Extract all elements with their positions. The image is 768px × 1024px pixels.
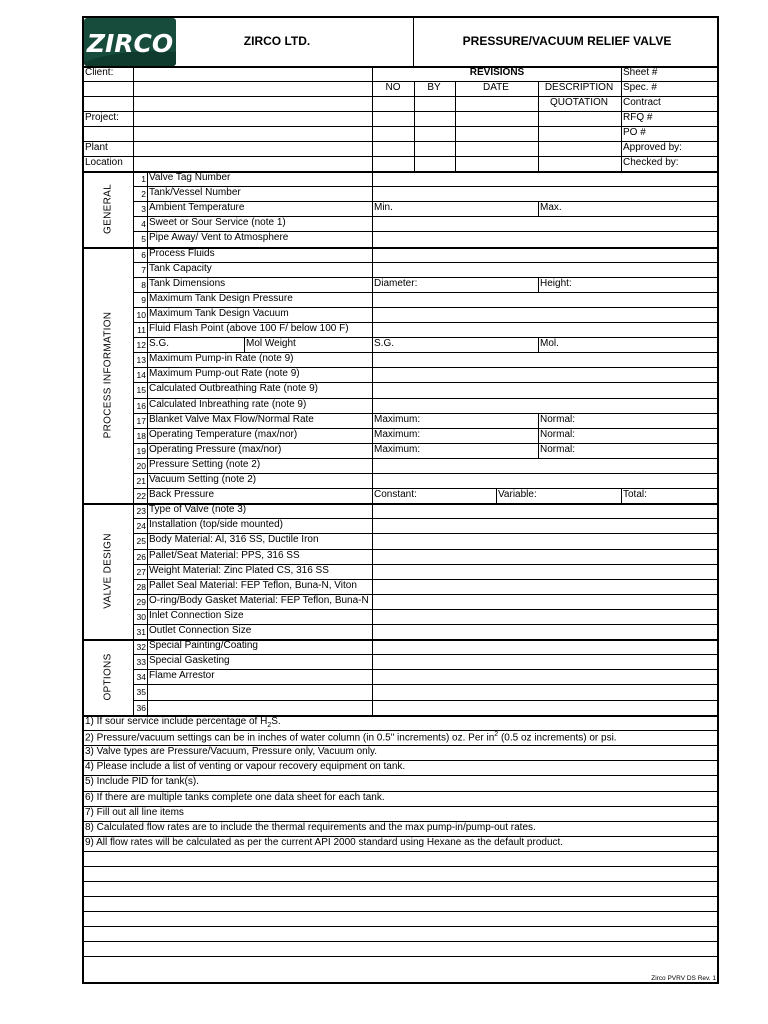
note-text-end: (0.5 oz increments) or psi.: [498, 732, 617, 744]
row-number: 27: [136, 567, 146, 577]
quotation-label: QUOTATION: [550, 97, 608, 108]
row-label: Vacuum Setting (note 2): [149, 474, 257, 485]
note-text: 1) If sour service include percentage of H: [85, 716, 268, 727]
row-label: Pipe Away/ Vent to Atmosphere: [149, 232, 289, 243]
row-number: 12: [136, 340, 146, 350]
value-field-label: Normal:: [540, 414, 576, 425]
row-number: 31: [136, 627, 146, 637]
info-col-line: [621, 66, 622, 171]
row-number: 32: [136, 642, 146, 652]
row-label: Valve Tag Number: [149, 172, 231, 183]
row-label: Sweet or Sour Service (note 1): [149, 217, 286, 228]
row-number: 10: [136, 310, 146, 320]
note-text: 3) Valve types are Pressure/Vacuum, Pressure only, Vacuum only.: [85, 746, 377, 757]
row-number: 19: [136, 446, 146, 456]
field-label-client: Client:: [85, 67, 114, 78]
note-text: 5) Include PID for tank(s).: [85, 776, 199, 787]
row-number: 33: [136, 657, 146, 667]
field-label-project: Project:: [85, 112, 119, 123]
row-label: Inlet Connection Size: [149, 610, 244, 621]
row-number: 34: [136, 672, 146, 682]
row-label: Maximum Tank Design Pressure: [149, 293, 293, 304]
row-label: Special Painting/Coating: [149, 640, 258, 651]
row-label: Tank Dimensions: [149, 278, 226, 289]
field-split-line: [538, 337, 539, 352]
section-label-valve-design: VALVE DESIGN: [102, 533, 114, 609]
note-3: [85, 746, 377, 757]
row-label: Installation (top/side mounted): [149, 519, 283, 530]
blank-line: [83, 926, 718, 927]
row-label: Tank Capacity: [149, 263, 212, 274]
right-field-3: RFQ #: [623, 112, 653, 123]
row-line: [133, 684, 718, 685]
note-6: [85, 792, 385, 803]
revisions-title: REVISIONS: [469, 67, 525, 78]
note-superscript: 2: [494, 731, 499, 738]
row-label: Outlet Connection Size: [149, 625, 252, 636]
row-number: 11: [137, 325, 146, 335]
row-label: Tank/Vessel Number: [149, 187, 241, 198]
row-number: 29: [136, 597, 146, 607]
row-number: 24: [136, 521, 146, 531]
row-number: 16: [136, 401, 146, 411]
section-label-options: OPTIONS: [102, 653, 114, 701]
right-field-1: Spec. #: [623, 82, 657, 93]
value-field-label: Normal:: [540, 444, 576, 455]
document-title: PRESSURE/VACUUM RELIEF VALVE: [462, 34, 672, 48]
note-2: [85, 731, 617, 743]
row-label: Pressure Setting (note 2): [149, 459, 261, 470]
revisions-col-date: DATE: [483, 82, 509, 93]
note-text: 4) Please include a list of venting or vapour recovery equipment on tank.: [85, 761, 406, 772]
row-label: Pallet Seal Material: FEP Teflon, Buna-N, Viton: [149, 580, 357, 591]
row-number: 9: [141, 295, 146, 305]
row-number: 25: [136, 536, 146, 546]
section-label-general: GENERAL: [102, 183, 114, 234]
row-label: Fluid Flash Point (above 100 F/ below 100 F): [149, 323, 349, 334]
note-text: 8) Calculated flow rates are to include the thermal requirements and the max pump-in/pump-out rates.: [85, 822, 536, 833]
row-label: Operating Pressure (max/nor): [149, 444, 282, 455]
field-split-line: [538, 428, 539, 443]
row-label: Flame Arrestor: [149, 670, 215, 681]
field-split-line: [538, 413, 539, 428]
field-split-line: [538, 277, 539, 292]
value-field-label: Height:: [540, 278, 572, 289]
zirco-logo: [84, 18, 176, 66]
revisions-col-no: NO: [385, 82, 401, 93]
info-col-line: [538, 81, 539, 171]
row-number: 3: [141, 204, 146, 214]
blank-line: [83, 881, 718, 882]
value-field-label: Maximum:: [374, 444, 421, 455]
row-number: 8: [141, 280, 146, 290]
row-number: 5: [141, 234, 146, 244]
blank-line: [83, 941, 718, 942]
row-number: 14: [136, 370, 146, 380]
row-number: 22: [136, 491, 146, 501]
footer-revision: Zirco PVRV DS Rev. 1: [651, 975, 716, 982]
right-field-2: Contract: [623, 97, 661, 108]
value-field-label: Min.: [374, 202, 393, 213]
note-subscript: 2: [267, 722, 272, 729]
row-number: 26: [136, 552, 146, 562]
row-label: Pallet/Seat Material: PPS, 316 SS: [149, 550, 300, 561]
note-7: [85, 807, 184, 818]
logo-text: ZIRCO: [86, 29, 174, 58]
row-number: 1: [141, 174, 146, 184]
right-field-0: Sheet #: [623, 67, 658, 78]
row-number: 7: [141, 265, 146, 275]
note-text: 6) If there are multiple tanks complete one data sheet for each tank.: [85, 792, 385, 803]
row-line: [133, 700, 718, 701]
note-4: [85, 761, 405, 772]
note-5: [85, 776, 199, 787]
row-number: 28: [136, 582, 146, 592]
value-field-label: Diameter:: [374, 278, 418, 289]
value-field-label: Maximum:: [374, 414, 421, 425]
value-field-label: Mol.: [540, 338, 559, 349]
row-label: Process Fluids: [149, 248, 215, 259]
blank-line: [83, 896, 718, 897]
value-field-label: Max.: [540, 202, 562, 213]
note-8: [85, 822, 536, 833]
note-line: [83, 851, 718, 852]
row-number: 6: [141, 250, 146, 260]
row-label: O-ring/Body Gasket Material: FEP Teflon, Buna-N: [149, 595, 369, 606]
note-text: 7) Fill out all line items: [85, 807, 184, 818]
row-number: 35: [136, 687, 146, 697]
row-label: Maximum Tank Design Vacuum: [149, 308, 289, 319]
row-number: 20: [136, 461, 146, 471]
row-number: 2: [141, 189, 146, 199]
row-number: 15: [136, 385, 146, 395]
value-field-label: Normal:: [540, 429, 576, 440]
section-label-process-information: PROCESS INFORMATION: [102, 311, 114, 439]
blank-line: [83, 956, 718, 957]
row-label: Blanket Valve Max Flow/Normal Rate: [149, 414, 314, 425]
row-number: 23: [136, 506, 146, 516]
row-label: Calculated Outbreathing Rate (note 9): [149, 383, 318, 394]
value-field-label: Maximum:: [374, 429, 421, 440]
company-name: ZIRCO LTD.: [243, 34, 311, 48]
row-number: 17: [136, 416, 146, 426]
row-label: Body Material: Al, 316 SS, Ductile Iron: [149, 534, 319, 545]
note-text-end: S.: [271, 716, 281, 727]
row-number: 36: [136, 703, 146, 713]
row-label: Type of Valve (note 3): [149, 504, 247, 515]
value-field-label: Constant:: [374, 489, 417, 500]
row-label: Weight Material: Zinc Plated CS, 316 SS: [149, 565, 329, 576]
row-label: Maximum Pump-in Rate (note 9): [149, 353, 294, 364]
info-col-line: [414, 81, 415, 171]
row-label: Operating Temperature (max/nor): [149, 429, 298, 440]
blank-line: [83, 866, 718, 867]
value-field-label: Total:: [623, 489, 647, 500]
row-label: Maximum Pump-out Rate (note 9): [149, 368, 300, 379]
field-split-line: [496, 488, 497, 503]
note-9: [85, 837, 563, 848]
value-field-label: Variable:: [498, 489, 537, 500]
right-field-4: PO #: [623, 127, 646, 138]
row-number: 18: [136, 431, 146, 441]
row-label: Calculated Inbreathing rate (note 9): [149, 399, 307, 410]
row-number: 21: [136, 476, 146, 486]
info-col-line: [133, 66, 134, 171]
field-split-line: [621, 488, 622, 503]
info-col-line: [372, 66, 373, 171]
row-number: 4: [141, 219, 146, 229]
note-text: 9) All flow rates will be calculated as per the current API 2000 standard using Hexane as the default product.: [85, 837, 564, 848]
blank-line: [83, 911, 718, 912]
field-label-location: Location: [85, 157, 123, 168]
field-split-line: [538, 201, 539, 216]
row-label: Ambient Temperature: [149, 202, 245, 213]
header-divider: [413, 17, 414, 67]
row-number: 30: [136, 612, 146, 622]
revisions-col-by: BY: [427, 82, 441, 93]
row-label: S.G.: [149, 338, 170, 349]
row-sublabel: Mol Weight: [246, 338, 296, 349]
field-label-plant: Plant: [85, 142, 108, 153]
row-label: Special Gasketing: [149, 655, 230, 666]
right-field-6: Checked by:: [623, 157, 679, 168]
value-field-label: S.G.: [374, 338, 395, 349]
right-field-5: Approved by:: [623, 142, 682, 153]
row-label: Back Pressure: [149, 489, 215, 500]
note-1: [85, 716, 281, 729]
info-col-line: [455, 81, 456, 171]
revisions-col-description: DESCRIPTION: [544, 82, 614, 93]
field-split-line: [538, 443, 539, 458]
row-number: 13: [136, 355, 146, 365]
note-text: 2) Pressure/vacuum settings can be in inches of water column (in 0.5" increments) oz. Per in: [85, 732, 495, 744]
